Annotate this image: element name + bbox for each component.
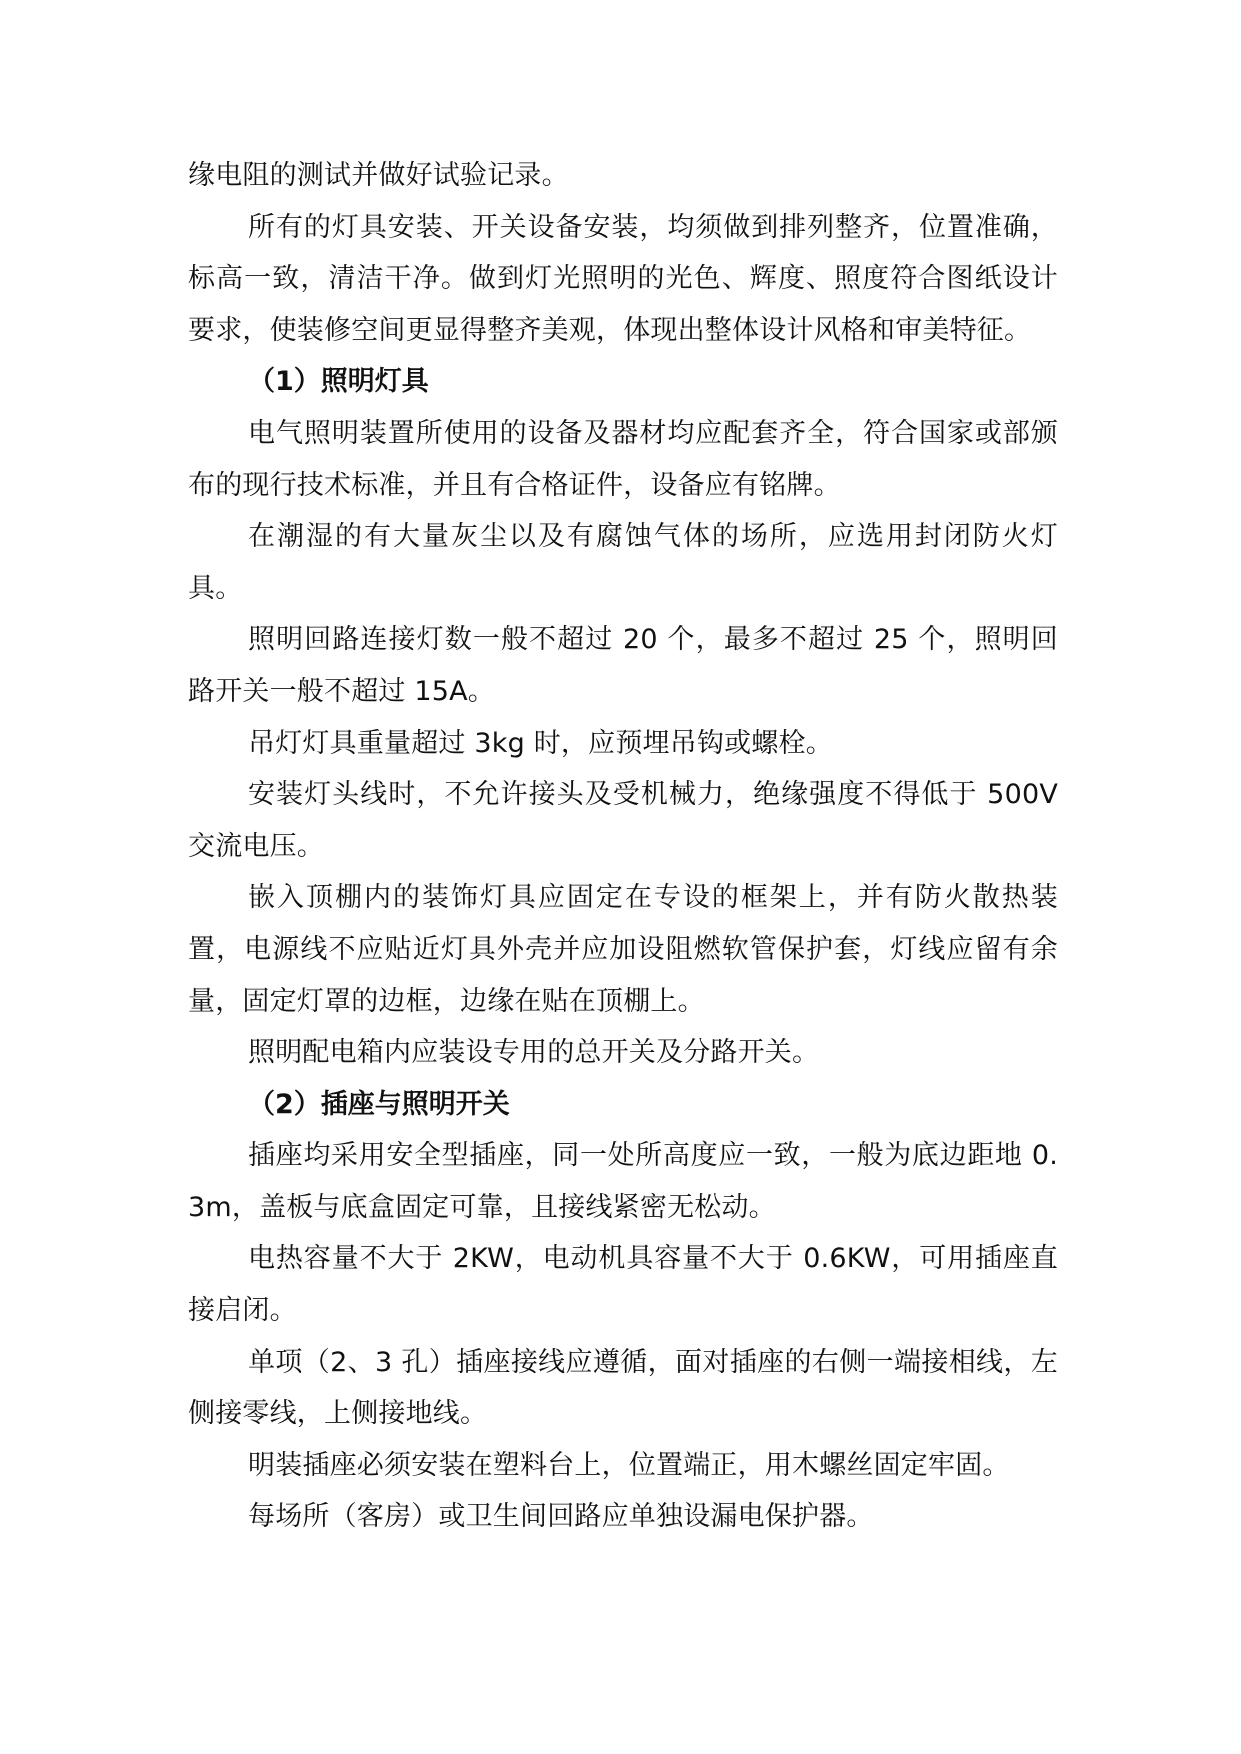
paragraph: 单项（2、3 孔）插座接线应遵循，面对插座的右侧一端接相线，左侧接零线，上侧接地线。 — [188, 1346, 1058, 1430]
paragraph: 安装灯头线时，不允许接头及受机械力，绝缘强度不得低于 500V 交流电压。 — [188, 779, 1058, 862]
paragraph: 嵌入顶棚内的装饰灯具应固定在专设的框架上，并有防火散热装置，电源线不应贴近灯具外壳并应加设阻燃软管保护套，灯线应留有余量，固定灯罩的边框，边缘在贴在顶棚上。 — [188, 882, 1058, 1017]
paragraph: 插座均采用安全型插座，同一处所高度应一致，一般为底边距地 0.3m，盖板与底盒固定可靠，且接线紧密无松动。 — [188, 1140, 1058, 1223]
paragraph: 在潮湿的有大量灰尘以及有腐蚀气体的场所，应选用封闭防火灯具。 — [188, 521, 1058, 604]
paragraph: 吊灯灯具重量超过 3kg 时，应预埋吊钩或螺栓。 — [248, 727, 833, 759]
section-heading: （1）照明灯具 — [248, 366, 429, 398]
paragraph: 缘电阻的测试并做好试验记录。 — [188, 160, 569, 191]
paragraph: 电热容量不大于 2KW，电动机具容量不大于 0.6KW，可用插座直接启闭。 — [188, 1243, 1058, 1327]
paragraph: 每场所（客房）或卫生间回路应单独设漏电保护器。 — [248, 1501, 874, 1533]
paragraph: 照明配电箱内应装设专用的总开关及分路开关。 — [248, 1037, 820, 1069]
paragraph: 明装插座必须安装在塑料台上，位置端正，用木螺丝固定牢固。 — [248, 1449, 1010, 1481]
document-body — [188, 150, 1058, 1543]
paragraph: 电气照明装置所使用的设备及器材均应配套齐全，符合国家或部颁布的现行技术标准，并且有合格证件，设备应有铭牌。 — [188, 417, 1058, 501]
section-heading: （2）插座与照明开关 — [248, 1088, 510, 1120]
paragraph: 照明回路连接灯数一般不超过 20 个，最多不超过 25 个，照明回路开关一般不超过 15A。 — [188, 624, 1058, 707]
paragraph: 所有的灯具安装、开关设备安装，均须做到排列整齐，位置准确，标高一致，清洁干净。做到灯光照明的光色、辉度、照度符合图纸设计要求，使装修空间更显得整齐美观，体现出整体设计风格和审美特征。 — [188, 211, 1058, 346]
